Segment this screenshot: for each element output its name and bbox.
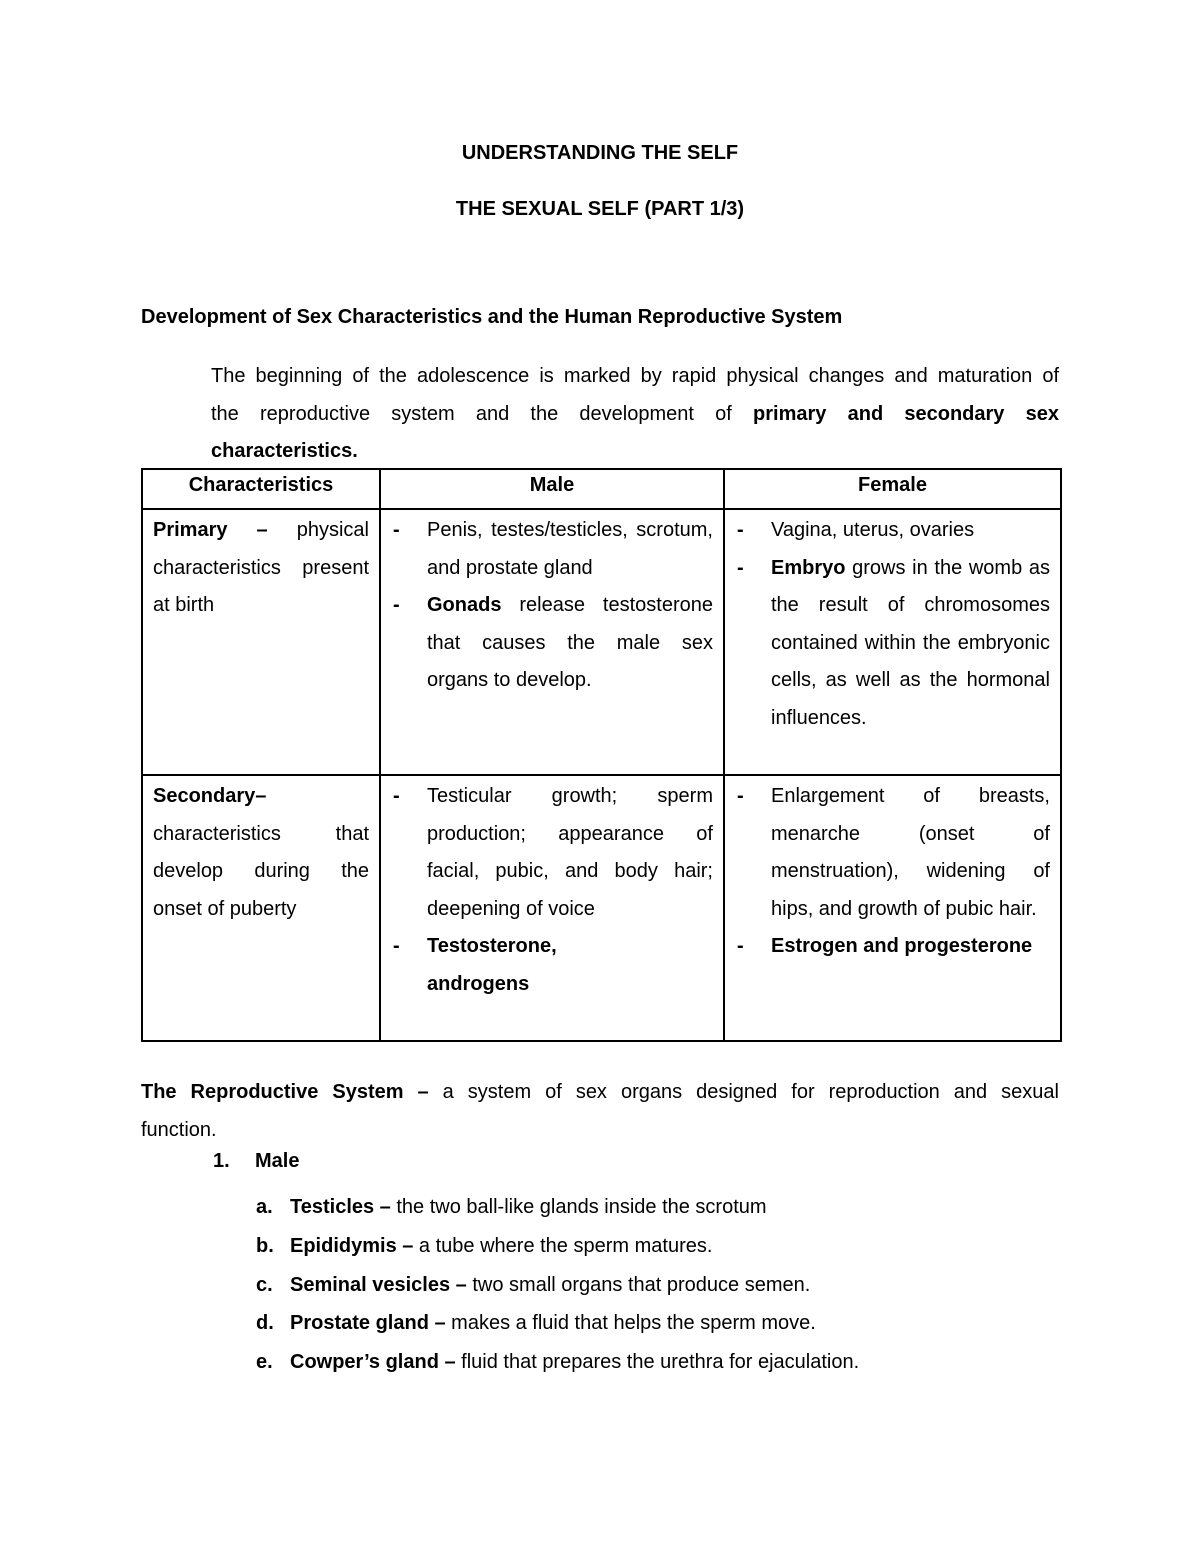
secondary-male-cell (380, 775, 724, 1041)
primary-female-list (735, 512, 1050, 737)
item-letter: c. (256, 1273, 273, 1296)
section-heading: Development of Sex Characteristics and the Human Reproductive System (141, 306, 843, 328)
item-definition: a tube where the sperm matures. (413, 1234, 713, 1257)
primary-male-item-2-term: Gonads (427, 594, 502, 616)
item-letter: e. (256, 1351, 273, 1374)
list-item (391, 778, 713, 928)
item-term: Epididymis – (290, 1234, 414, 1257)
dash-bullet: - (737, 935, 744, 957)
primary-label-term: Primary (153, 519, 228, 541)
primary-female-item-2-term: Embryo (771, 556, 846, 579)
secondary-female-list (735, 778, 1050, 966)
item-letter: a. (256, 1196, 273, 1218)
header-characteristics: Characteristics (142, 469, 380, 509)
intro-line-1: The beginning of the adolescence is marked by rapid physical changes and maturation of (211, 365, 1059, 387)
list-item (256, 1304, 859, 1343)
item-letter: d. (256, 1312, 274, 1335)
item-term: Seminal vesicles – (290, 1273, 467, 1296)
dash-bullet: - (393, 519, 400, 541)
dash-bullet: - (737, 556, 744, 579)
repro-line-1 (141, 1073, 1059, 1111)
item-definition: two small organs that produce semen. (466, 1273, 811, 1296)
list-item (735, 550, 1050, 738)
primary-male-item-1: Penis, testes/testicles, scrotum, and prostate gland (427, 519, 713, 579)
secondary-label-desc-3: onset of puberty (153, 897, 297, 920)
list-item (391, 512, 713, 587)
primary-male-item-2: release testosterone that causes the male sex organs to develop. (427, 594, 713, 691)
item-term: Prostate gland – (290, 1312, 446, 1335)
table-header-row (142, 469, 1061, 509)
secondary-label-term: Secondary (153, 785, 256, 807)
secondary-female-cell (724, 775, 1061, 1041)
secondary-label-dash: – (255, 785, 267, 807)
table-row-secondary (142, 775, 1061, 1041)
secondary-label (153, 778, 369, 928)
intro-line-2-text: the reproductive system and the development of (211, 402, 754, 425)
list-item (391, 587, 713, 700)
primary-male-cell (380, 509, 724, 775)
secondary-label-desc-2: develop during the (153, 860, 369, 882)
primary-male-list (391, 512, 713, 700)
header-female: Female (724, 469, 1061, 509)
list-item (391, 928, 713, 1003)
secondary-label-cell (142, 775, 380, 1041)
sex-characteristics-table (141, 468, 1062, 1042)
item-term: Cowper’s gland – (290, 1351, 456, 1374)
document-title: UNDERSTANDING THE SELF (461, 142, 739, 164)
item-letter: b. (256, 1234, 274, 1257)
header-male: Male (380, 469, 724, 509)
dash-bullet: - (737, 519, 744, 541)
secondary-label-desc-1: characteristics that (153, 822, 369, 845)
list-item (735, 928, 1050, 966)
primary-female-item-1: Vagina, uterus, ovaries (771, 519, 975, 541)
list-item (735, 512, 1050, 550)
item-definition: fluid that prepares the urethra for ejaculation. (455, 1351, 860, 1374)
dash-bullet: - (737, 785, 744, 807)
list-item (256, 1343, 859, 1382)
primary-female-item-2: grows in the womb as the result of chromosomes contained within the embryonic cells, as well as the hormonal influences. (771, 556, 1050, 729)
item-definition: the two ball-like glands inside the scrotum (390, 1196, 767, 1218)
dash-bullet: - (393, 785, 400, 807)
intro-emphasis-end: characteristics. (211, 440, 358, 462)
male-organs-list (256, 1188, 859, 1382)
intro-emphasis: primary and secondary sex (753, 402, 1059, 425)
list-item (256, 1227, 859, 1266)
reproductive-system-definition (141, 1073, 1059, 1149)
list-item (735, 778, 1050, 928)
secondary-male-list (391, 778, 713, 1003)
primary-label-dash: – (227, 519, 297, 541)
male-list-heading (213, 1150, 299, 1173)
primary-label-desc-3: at birth (153, 594, 215, 616)
secondary-male-item-1: Testicular growth; sperm production; appearance of facial, pubic, and body hair; deepening of voice (427, 785, 713, 920)
primary-label-cell (142, 509, 380, 775)
intro-line-2 (211, 396, 1059, 434)
secondary-male-item-2-term: Testosterone, androgens (427, 935, 557, 995)
primary-label-desc-2: characteristics present (153, 556, 369, 579)
item-definition: makes a fluid that helps the sperm move. (445, 1312, 816, 1335)
list-number: 1. (213, 1150, 230, 1172)
dash-bullet: - (393, 594, 400, 616)
list-label: Male (255, 1150, 300, 1172)
table-row-primary (142, 509, 1061, 775)
secondary-female-item-1: Enlargement of breasts, menarche (onset of menstruation), widening of hips, and growth of pubic hair. (771, 785, 1050, 920)
repro-term: The Reproductive System – (141, 1081, 429, 1103)
primary-female-cell (724, 509, 1061, 775)
primary-label (153, 512, 369, 625)
repro-def-1: a system of sex organs designed for reproduction and sexual (428, 1081, 1059, 1103)
document-subtitle: THE SEXUAL SELF (PART 1/3) (455, 198, 745, 220)
item-term: Testicles – (290, 1196, 391, 1218)
primary-label-desc-1: physical (296, 519, 369, 541)
repro-def-2: function. (141, 1119, 217, 1141)
secondary-female-item-2-term: Estrogen and progesterone (771, 935, 1033, 957)
intro-line-3 (211, 433, 1059, 471)
list-item (256, 1188, 859, 1227)
dash-bullet: - (393, 935, 400, 957)
intro-paragraph (211, 358, 1059, 471)
list-item (256, 1266, 859, 1305)
